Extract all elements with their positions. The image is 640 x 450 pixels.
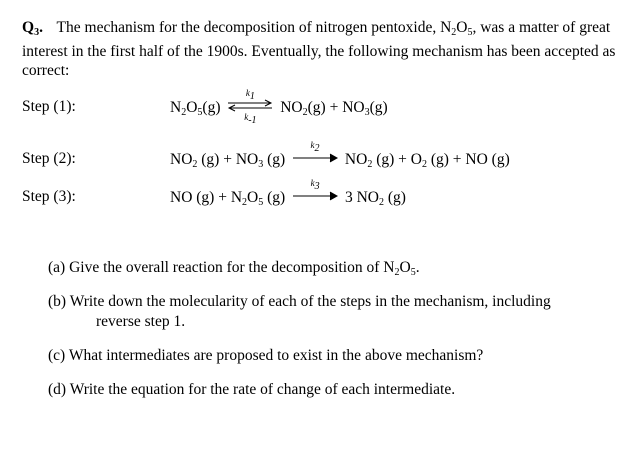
step-3-lhs: NO $(g) + N_2O_5$ (g) (170, 189, 286, 208)
step-3-equation (170, 178, 406, 208)
part-b-label: (b) (48, 293, 67, 310)
part-c (48, 346, 608, 366)
step-1-k-forward: k1 (245, 88, 255, 102)
question-number: $Q_3$. (22, 19, 43, 38)
step-2-rhs: $NO_2$ $(g) + O_2$ (g) + NO (g) (344, 151, 510, 170)
question-intro-text: The mechanism for the decomposition of nitrogen pentoxide, $N_2O_5$, was a matter of great interest in the first half of the 1900s. Eventually, the following mechanism has been accepted as correct: (22, 19, 616, 79)
part-c-text: What intermediates are proposed to exist in the above mechanism? (68, 347, 484, 364)
equilibrium-arrow-icon (226, 88, 274, 126)
forward-arrow-icon (291, 178, 339, 205)
part-d (48, 380, 608, 400)
part-b-text-cont: reverse step 1. (96, 313, 186, 330)
part-d-label: (d) (48, 381, 67, 398)
step-2-label: Step (2): (22, 150, 76, 167)
step-2-k-forward: k2 (310, 140, 320, 154)
step-1-rhs: $NO_2(g) + NO_3(g)$ (280, 99, 388, 118)
step-1-label: Step (1): (22, 98, 76, 115)
forward-arrow-icon (291, 140, 339, 167)
step-1-lhs: $N_2O_5(g)$ (170, 99, 221, 118)
part-d-text: Write the equation for the rate of change of each intermediate. (69, 381, 456, 398)
step-3-rhs: 3 $NO_2$ (g) (344, 189, 406, 208)
step-1-equation (170, 88, 388, 126)
question-intro (22, 18, 622, 80)
part-a-text: Give the overall reaction for the decomposition of $N_2O_5$. (69, 259, 420, 278)
part-b-text: Write down the molecularity of each of the steps in the mechanism, including (69, 293, 551, 310)
step-3-k-forward: k3 (310, 178, 320, 192)
step-2-equation (170, 140, 510, 170)
part-c-label: (c) (48, 347, 66, 364)
step-3-label: Step (3): (22, 188, 76, 205)
part-b (48, 292, 608, 332)
step-2-lhs: $NO_2$ $(g) + NO_3$ (g) (170, 151, 286, 170)
part-a (48, 258, 608, 283)
step-1-k-reverse: k-1 (244, 112, 257, 126)
part-a-label: (a) (48, 259, 66, 276)
